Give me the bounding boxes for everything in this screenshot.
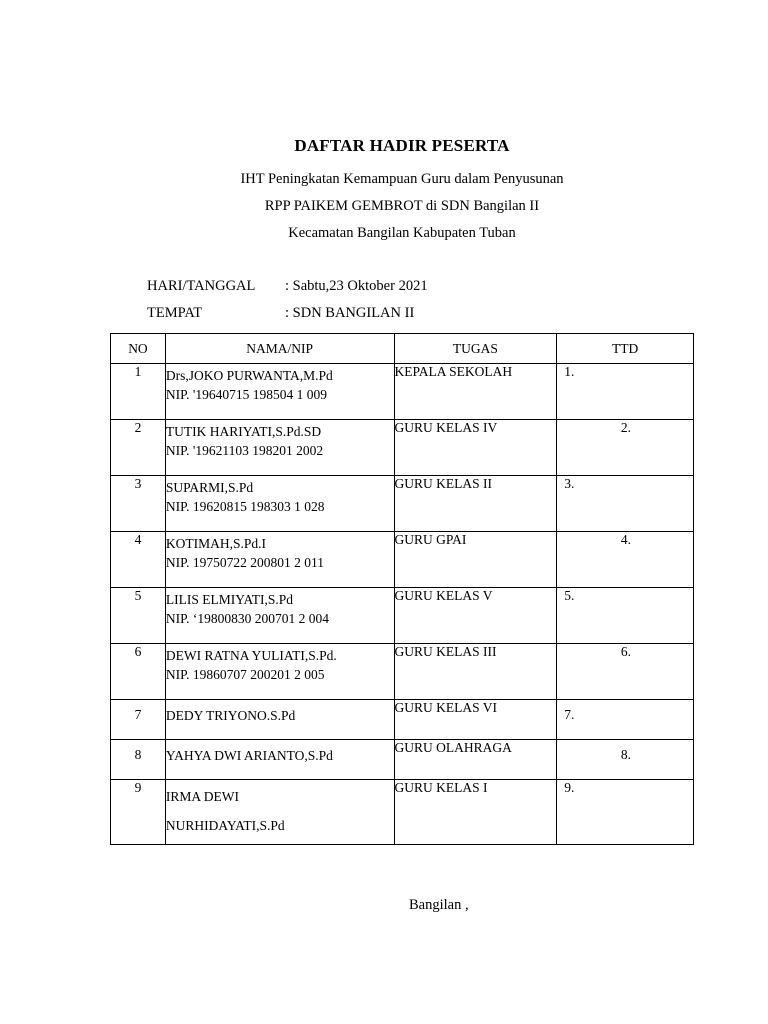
- row-nama: YAHYA DWI ARIANTO,S.Pd: [165, 740, 394, 780]
- row-nip: NIP. '19621103 198201 2002: [165, 443, 324, 458]
- row-tugas: GURU KELAS IV: [394, 420, 557, 476]
- row-no: 6: [111, 644, 166, 700]
- hari-tanggal-value: : Sabtu,23 Oktober 2021: [285, 278, 428, 294]
- row-no: 9: [111, 780, 166, 845]
- row-ttd: 6.: [557, 644, 694, 700]
- row-no: 2: [111, 420, 166, 476]
- table-row: [111, 780, 694, 845]
- row-nama: DEDY TRIYONO.S.Pd: [165, 700, 394, 740]
- row-no: 1: [111, 364, 166, 420]
- row-tugas: GURU KELAS II: [394, 476, 557, 532]
- row-nama-nip: [165, 532, 394, 588]
- row-ttd: 1.: [557, 364, 694, 420]
- table-header-row: [111, 334, 694, 364]
- row-tugas: KEPALA SEKOLAH: [394, 364, 557, 420]
- row-ttd: 9.: [557, 780, 694, 845]
- row-no: 5: [111, 588, 166, 644]
- document-title: DAFTAR HADIR PESERTA: [294, 136, 510, 155]
- row-nama-continued: NURHIDAYATI,S.Pd: [165, 818, 285, 833]
- row-nip: NIP. 19620815 198303 1 028: [165, 499, 325, 514]
- row-nama: LILIS ELMIYATI,S.Pd: [165, 592, 293, 607]
- table-row: [111, 532, 694, 588]
- row-ttd: 2.: [557, 420, 694, 476]
- table-row: [111, 644, 694, 700]
- row-nama-nip: [165, 364, 394, 420]
- tempat-label: TEMPAT: [147, 305, 203, 321]
- row-no: 4: [111, 532, 166, 588]
- header-no: NO: [111, 334, 166, 364]
- row-tugas: GURU KELAS III: [394, 644, 557, 700]
- row-ttd: 7.: [557, 700, 694, 740]
- row-ttd: 4.: [557, 532, 694, 588]
- subtitle-line-3: Kecamatan Bangilan Kabupaten Tuban: [288, 225, 516, 241]
- row-no: 7: [111, 700, 166, 740]
- table-row: [111, 476, 694, 532]
- header-ttd: TTD: [557, 334, 694, 364]
- row-nama-nip: [165, 420, 394, 476]
- table-row: [111, 700, 694, 740]
- row-tugas: GURU KELAS V: [394, 588, 557, 644]
- row-tugas: GURU OLAHRAGA: [394, 740, 557, 780]
- row-nama-nip: [165, 588, 394, 644]
- row-tugas: GURU KELAS VI: [394, 700, 557, 740]
- row-no: 8: [111, 740, 166, 780]
- row-ttd: 8.: [557, 740, 694, 780]
- row-tugas: GURU KELAS I: [394, 780, 557, 845]
- row-nama: KOTIMAH,S.Pd.I: [165, 536, 267, 551]
- row-nip: NIP. 19750722 200801 2 011: [165, 555, 325, 570]
- row-nama-nip: [165, 780, 394, 845]
- row-nip: NIP. 19860707 200201 2 005: [165, 667, 325, 682]
- row-no: 3: [111, 476, 166, 532]
- row-nama: IRMA DEWI: [165, 789, 239, 804]
- hari-tanggal-label: HARI/TANGGAL: [147, 278, 256, 294]
- row-ttd: 5.: [557, 588, 694, 644]
- row-nama: SUPARMI,S.Pd: [165, 480, 254, 495]
- subtitle-line-1: IHT Peningkatan Kemampuan Guru dalam Penyusunan: [240, 171, 564, 187]
- attendance-table: [110, 333, 694, 845]
- table-row: [111, 364, 694, 420]
- table-row: [111, 740, 694, 780]
- row-tugas: GURU GPAI: [394, 532, 557, 588]
- row-nama: Drs,JOKO PURWANTA,M.Pd: [165, 368, 333, 383]
- table-row: [111, 588, 694, 644]
- table-row: [111, 420, 694, 476]
- row-nip: NIP. '19640715 198504 1 009: [165, 387, 327, 402]
- tempat-value: : SDN BANGILAN II: [285, 305, 415, 321]
- subtitle-line-2: RPP PAIKEM GEMBROT di SDN Bangilan II: [264, 198, 540, 214]
- header-nama-nip: NAMA/NIP: [165, 334, 394, 364]
- row-ttd: 3.: [557, 476, 694, 532]
- header-tugas: TUGAS: [394, 334, 557, 364]
- row-nama: TUTIK HARIYATI,S.Pd.SD: [165, 424, 322, 439]
- row-nama-nip: [165, 644, 394, 700]
- row-nip: NIP. ‘19800830 200701 2 004: [165, 611, 330, 626]
- row-nama: DEWI RATNA YULIATI,S.Pd.: [165, 648, 337, 663]
- row-nama-nip: [165, 476, 394, 532]
- closing-place: Bangilan ,: [409, 897, 469, 913]
